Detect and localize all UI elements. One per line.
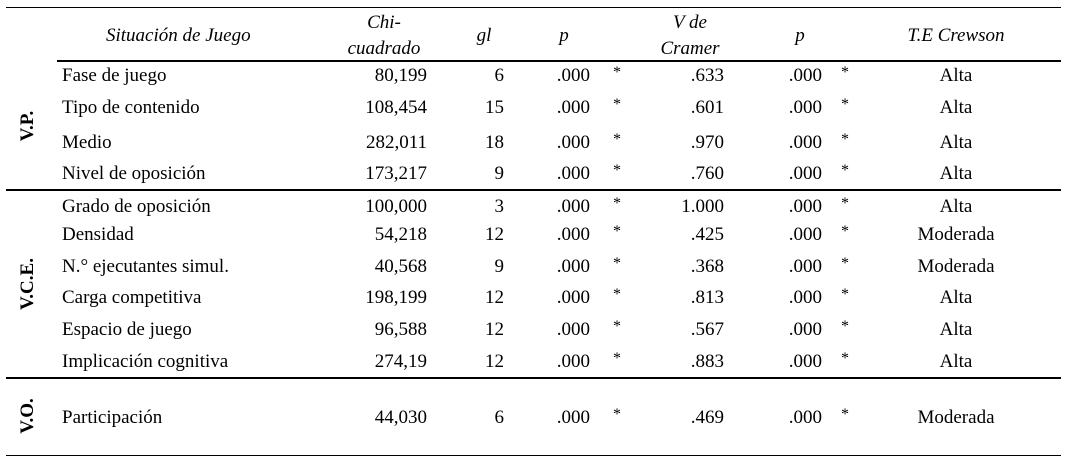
row-te: Alta: [939, 351, 973, 372]
header-v-line2: Cramer: [660, 38, 720, 59]
row-gl: 3: [494, 196, 504, 217]
row-p1: .000: [556, 65, 590, 86]
row-star2: *: [841, 64, 849, 81]
row-v: 1.000: [681, 196, 724, 217]
row-gl: 12: [485, 224, 504, 245]
row-name: Nivel de oposición: [62, 163, 206, 184]
row-star1: *: [613, 162, 621, 179]
row-star1: *: [613, 223, 621, 240]
row-p1: .000: [556, 132, 590, 153]
row-gl: 9: [494, 163, 504, 184]
row-star2: *: [841, 255, 849, 272]
row-te: Alta: [939, 132, 973, 153]
row-p2: .000: [788, 163, 822, 184]
header-v-line1: V de: [673, 12, 707, 33]
group-label-vce: V.C.E.: [17, 258, 38, 310]
row-te: Alta: [939, 319, 973, 340]
row-p1: .000: [556, 287, 590, 308]
row-p2: .000: [788, 407, 822, 428]
row-p2: .000: [788, 319, 822, 340]
row-star2: *: [841, 350, 849, 367]
row-gl: 12: [485, 351, 504, 372]
header-p1: p: [559, 25, 569, 46]
row-chi: 40,568: [374, 256, 427, 277]
group-rule-1: [6, 189, 1061, 191]
row-name: Grado de oposición: [62, 196, 211, 217]
row-chi: 108,454: [365, 97, 427, 118]
row-name: Participación: [62, 407, 163, 428]
row-p2: .000: [788, 196, 822, 217]
row-chi: 54,218: [374, 224, 427, 245]
row-name: Medio: [62, 132, 112, 153]
row-star2: *: [841, 131, 849, 148]
group-label-vp: V.P.: [17, 110, 38, 142]
row-p2: .000: [788, 351, 822, 372]
header-te: T.E Crewson: [907, 25, 1005, 46]
row-gl: 18: [485, 132, 504, 153]
row-p1: .000: [556, 351, 590, 372]
row-te: Alta: [939, 65, 973, 86]
row-v: .601: [690, 97, 724, 118]
row-star2: *: [841, 162, 849, 179]
row-p2: .000: [788, 224, 822, 245]
row-name: Espacio de juego: [62, 319, 192, 340]
header-chi-line2: cuadrado: [347, 38, 421, 59]
header-situacion: Situación de Juego: [106, 25, 251, 46]
row-name: Implicación cognitiva: [62, 351, 229, 372]
row-v: .368: [690, 256, 724, 277]
row-gl: 6: [494, 65, 504, 86]
row-p1: .000: [556, 97, 590, 118]
row-chi: 44,030: [374, 407, 427, 428]
row-name: Fase de juego: [62, 65, 167, 86]
row-p1: .000: [556, 163, 590, 184]
row-v: .633: [690, 65, 724, 86]
row-name: N.° ejecutantes simul.: [62, 256, 229, 277]
row-name: Densidad: [62, 224, 134, 245]
header-gl: gl: [476, 25, 492, 46]
row-te: Alta: [939, 163, 973, 184]
row-gl: 15: [485, 97, 504, 118]
row-name: Tipo de contenido: [62, 97, 200, 118]
group-label-vo: V.O.: [17, 398, 38, 434]
row-star1: *: [613, 318, 621, 335]
row-te: Alta: [939, 287, 973, 308]
row-star1: *: [613, 195, 621, 212]
row-star2: *: [841, 223, 849, 240]
row-te: Moderada: [917, 407, 995, 428]
row-gl: 9: [494, 256, 504, 277]
row-chi: 100,000: [365, 196, 427, 217]
row-star1: *: [613, 64, 621, 81]
row-star2: *: [841, 96, 849, 113]
row-p1: .000: [556, 256, 590, 277]
row-te: Moderada: [917, 224, 995, 245]
row-chi: 282,011: [365, 132, 427, 153]
row-star1: *: [613, 286, 621, 303]
row-chi: 80,199: [374, 65, 427, 86]
row-chi: 173,217: [365, 163, 427, 184]
row-star2: *: [841, 318, 849, 335]
row-star1: *: [613, 350, 621, 367]
row-star2: *: [841, 406, 849, 423]
row-p1: .000: [556, 224, 590, 245]
row-star2: *: [841, 195, 849, 212]
row-te: Alta: [939, 97, 973, 118]
group-rule-2: [6, 377, 1061, 379]
row-p2: .000: [788, 287, 822, 308]
row-star1: *: [613, 131, 621, 148]
row-p2: .000: [788, 256, 822, 277]
row-star1: *: [613, 96, 621, 113]
row-te: Alta: [939, 196, 973, 217]
row-p2: .000: [788, 65, 822, 86]
row-v: .813: [690, 287, 724, 308]
row-star1: *: [613, 406, 621, 423]
row-p2: .000: [788, 97, 822, 118]
row-gl: 12: [485, 319, 504, 340]
row-star2: *: [841, 286, 849, 303]
row-v: .567: [690, 319, 724, 340]
header-rule: [57, 60, 1061, 62]
header-chi-line1: Chi-: [367, 12, 401, 33]
row-v: .469: [690, 407, 724, 428]
row-gl: 12: [485, 287, 504, 308]
bottom-rule: [6, 455, 1061, 456]
header-p2: p: [795, 25, 805, 46]
row-star1: *: [613, 255, 621, 272]
row-v: .760: [690, 163, 724, 184]
row-chi: 198,199: [365, 287, 427, 308]
row-te: Moderada: [917, 256, 995, 277]
row-chi: 96,588: [374, 319, 427, 340]
row-v: .970: [690, 132, 724, 153]
row-p1: .000: [556, 319, 590, 340]
row-chi: 274,19: [374, 351, 427, 372]
row-p2: .000: [788, 132, 822, 153]
top-rule: [6, 7, 1061, 8]
row-v: .883: [690, 351, 724, 372]
row-p1: .000: [556, 196, 590, 217]
row-p1: .000: [556, 407, 590, 428]
row-gl: 6: [494, 407, 504, 428]
row-v: .425: [690, 224, 724, 245]
row-name: Carga competitiva: [62, 287, 202, 308]
